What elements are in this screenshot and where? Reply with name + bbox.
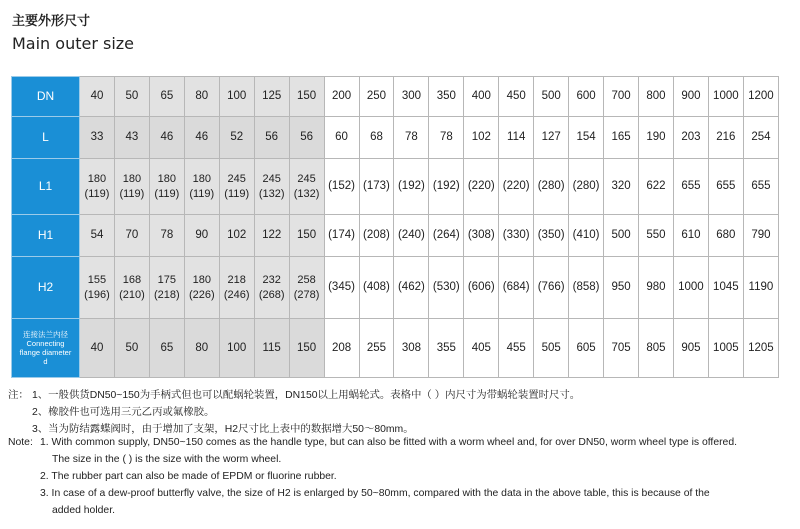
cell-h1: (264)	[429, 215, 464, 257]
cell-line: (119)	[119, 187, 145, 200]
cell-l1	[254, 159, 289, 215]
row-l1	[12, 159, 779, 215]
cell-l1	[639, 159, 674, 215]
cell-l1	[429, 159, 464, 215]
cell-dn: 500	[534, 77, 569, 117]
cell-dn: 40	[80, 77, 115, 117]
cell-line: (268)	[258, 288, 285, 301]
cell-line: 320	[611, 180, 631, 193]
cell-dn: 125	[254, 77, 289, 117]
cell-line: 168	[122, 273, 142, 286]
cell-l1	[569, 159, 604, 215]
cell-dn: 1000	[708, 77, 743, 117]
cell-l: 78	[394, 117, 429, 159]
cell-connecting-diameter: 455	[499, 319, 534, 378]
cell-line: 655	[751, 180, 771, 193]
cell-l: 127	[534, 117, 569, 159]
cell-connecting-diameter: 40	[80, 319, 115, 378]
cell-h1: 550	[639, 215, 674, 257]
cell-line: (119)	[189, 187, 215, 200]
section-title-english: Main outer size	[12, 34, 135, 53]
note-en-line-5: added holder.	[52, 505, 115, 516]
cell-l: 46	[184, 117, 219, 159]
cell-line: (530)	[432, 281, 460, 294]
row-l	[12, 117, 779, 159]
cell-dn: 250	[359, 77, 394, 117]
cell-line: (606)	[467, 281, 495, 294]
cell-connecting-diameter: 100	[219, 319, 254, 378]
cell-line: (246)	[223, 288, 250, 301]
row-header-line: d	[43, 357, 48, 366]
cell-line: 175	[157, 273, 177, 286]
cell-line: (119)	[84, 187, 110, 200]
cell-line: (173)	[363, 180, 390, 193]
cell-line: 980	[646, 281, 666, 294]
cell-l1	[219, 159, 254, 215]
cell-line: (345)	[328, 281, 355, 294]
cell-connecting-diameter: 1205	[743, 319, 778, 378]
cell-line: (766)	[537, 281, 565, 294]
cell-h1: (330)	[499, 215, 534, 257]
cell-h1: 610	[673, 215, 708, 257]
section-title-chinese: 主要外形尺寸	[12, 14, 91, 29]
cell-dn: 150	[289, 77, 324, 117]
cell-line: (210)	[119, 288, 145, 301]
row-header-line: flange diameter	[19, 348, 72, 357]
cell-line: 655	[716, 180, 736, 193]
cell-line: 180	[157, 172, 177, 185]
cell-line: (280)	[537, 180, 565, 193]
cell-connecting-diameter: 705	[604, 319, 639, 378]
cell-h1: 70	[114, 215, 149, 257]
cell-h1: (410)	[569, 215, 604, 257]
cell-connecting-diameter: 1005	[708, 319, 743, 378]
cell-line: 258	[297, 273, 316, 286]
cell-dn: 700	[604, 77, 639, 117]
cell-l1	[359, 159, 394, 215]
row-header-h1: H1	[12, 215, 80, 257]
cell-line: (684)	[502, 281, 530, 294]
cell-connecting-diameter: 905	[673, 319, 708, 378]
cell-h2	[429, 257, 464, 319]
cell-h1: 102	[219, 215, 254, 257]
cell-l1	[743, 159, 778, 215]
cell-line: 245	[297, 172, 316, 185]
row-h2	[12, 257, 779, 319]
cell-line: 245	[227, 172, 246, 185]
cell-connecting-diameter: 80	[184, 319, 219, 378]
row-dn	[12, 77, 779, 117]
cell-h1: 90	[184, 215, 219, 257]
cell-connecting-diameter: 65	[149, 319, 184, 378]
cell-h1: 54	[80, 215, 115, 257]
cell-line: 655	[681, 180, 701, 193]
cell-l1	[394, 159, 429, 215]
row-header-dn: DN	[12, 77, 80, 117]
cell-connecting-diameter: 115	[254, 319, 289, 378]
cell-line: (858)	[572, 281, 600, 294]
cell-l1	[289, 159, 324, 215]
cell-l: 43	[114, 117, 149, 159]
cell-line: 245	[262, 172, 281, 185]
cell-dn: 1200	[743, 77, 778, 117]
cell-h2	[708, 257, 743, 319]
note-en-line-4: 3. In case of a dew-proof butterfly valve, the size of H2 is enlarged by 50~80mm, compared with the data in the above table, this is because of the	[40, 488, 710, 499]
cell-h1: (174)	[324, 215, 359, 257]
row-connecting-diameter	[12, 319, 779, 378]
cell-l: 203	[673, 117, 708, 159]
cell-line: 218	[227, 273, 246, 286]
cell-h1: (208)	[359, 215, 394, 257]
cell-line: (278)	[293, 288, 320, 301]
cell-dn: 350	[429, 77, 464, 117]
cell-l: 60	[324, 117, 359, 159]
cell-l: 114	[499, 117, 534, 159]
cell-l: 46	[149, 117, 184, 159]
note-en-line-2: The size in the ( ) is the size with the worm wheel.	[52, 454, 282, 465]
cell-h2	[324, 257, 359, 319]
cell-line: (132)	[293, 187, 320, 200]
cell-h2	[604, 257, 639, 319]
cell-connecting-diameter: 405	[464, 319, 499, 378]
cell-h2	[219, 257, 254, 319]
cell-line: (192)	[397, 180, 425, 193]
cell-l1	[673, 159, 708, 215]
cell-l: 102	[464, 117, 499, 159]
cell-dn: 50	[114, 77, 149, 117]
note-cn-3: 3、当为防结露蝶阀时，由于增加了支架，H2尺寸比上表中的数据增大50～80mm。	[32, 424, 414, 435]
cell-h2	[80, 257, 115, 319]
note-en-line-3: 2. The rubber part can also be made of EPDM or fluorine rubber.	[40, 471, 337, 482]
cell-connecting-diameter: 308	[394, 319, 429, 378]
cell-connecting-diameter: 208	[324, 319, 359, 378]
cell-line: 1000	[678, 281, 704, 294]
cell-h2	[254, 257, 289, 319]
cell-h1: 122	[254, 215, 289, 257]
cell-h2	[289, 257, 324, 319]
notes-en-prefix: Note:	[8, 437, 33, 448]
cell-line: 180	[192, 273, 211, 286]
cell-l1	[184, 159, 219, 215]
cell-connecting-diameter: 50	[114, 319, 149, 378]
cell-line: (226)	[188, 288, 215, 301]
cell-line: 155	[87, 273, 107, 286]
note-en-line-1: 1. With common supply, DN50~150 comes as the handle type, but can also be fitted with a worm wheel and, for over DN50, worm wheel type is offered.	[40, 437, 738, 448]
cell-h2	[359, 257, 394, 319]
cell-h2	[149, 257, 184, 319]
cell-line: (196)	[84, 288, 110, 301]
cell-line: (462)	[397, 281, 425, 294]
row-header-l: L	[12, 117, 80, 159]
cell-dn: 80	[184, 77, 219, 117]
cell-line: (119)	[224, 187, 250, 200]
cell-l: 154	[569, 117, 604, 159]
cell-dn: 400	[464, 77, 499, 117]
cell-dn: 300	[394, 77, 429, 117]
cell-line: 180	[192, 172, 211, 185]
cell-l: 33	[80, 117, 115, 159]
cell-h1: 680	[708, 215, 743, 257]
note-cn-2: 2、橡胶件也可选用三元乙丙或氟橡胶。	[32, 407, 215, 418]
cell-h2	[534, 257, 569, 319]
cell-line: 622	[646, 180, 666, 193]
cell-dn: 900	[673, 77, 708, 117]
dimension-table	[11, 76, 779, 378]
row-header-line: 连接法兰内径	[23, 330, 68, 339]
cell-l: 52	[219, 117, 254, 159]
row-header-l1: L1	[12, 159, 80, 215]
cell-connecting-diameter: 355	[429, 319, 464, 378]
cell-dn: 200	[324, 77, 359, 117]
cell-l1	[708, 159, 743, 215]
cell-l: 78	[429, 117, 464, 159]
cell-dn: 100	[219, 77, 254, 117]
cell-l1	[80, 159, 115, 215]
cell-h1: 150	[289, 215, 324, 257]
cell-l: 216	[708, 117, 743, 159]
cell-h2	[639, 257, 674, 319]
cell-dn: 600	[569, 77, 604, 117]
cell-l: 68	[359, 117, 394, 159]
cell-h1: (240)	[394, 215, 429, 257]
cell-dn: 450	[499, 77, 534, 117]
cell-l: 190	[639, 117, 674, 159]
cell-dn: 65	[149, 77, 184, 117]
cell-l1	[499, 159, 534, 215]
cell-connecting-diameter: 805	[639, 319, 674, 378]
cell-h2	[464, 257, 499, 319]
cell-h1: (350)	[534, 215, 569, 257]
cell-l1	[604, 159, 639, 215]
cell-l: 254	[743, 117, 778, 159]
cell-h2	[114, 257, 149, 319]
cell-line: (192)	[432, 180, 460, 193]
cell-line: 180	[122, 172, 142, 185]
cell-line: (220)	[502, 180, 530, 193]
cell-line: 950	[611, 281, 631, 294]
cell-line: (132)	[258, 187, 285, 200]
cell-l1	[324, 159, 359, 215]
cell-h2	[569, 257, 604, 319]
cell-l1	[534, 159, 569, 215]
cell-h1: (308)	[464, 215, 499, 257]
cell-line: (152)	[328, 180, 355, 193]
note-cn-1: 1、一般供货DN50~150为手柄式但也可以配蜗轮装置，DN150以上用蜗轮式。表格中（ ）内尺寸为带蜗轮装置时尺寸。	[32, 390, 581, 401]
cell-line: (220)	[467, 180, 495, 193]
cell-h2	[743, 257, 778, 319]
cell-h1: 78	[149, 215, 184, 257]
cell-line: 232	[262, 273, 281, 286]
cell-dn: 800	[639, 77, 674, 117]
cell-l: 56	[289, 117, 324, 159]
cell-connecting-diameter: 605	[569, 319, 604, 378]
row-header-h2: H2	[12, 257, 80, 319]
row-h1	[12, 215, 779, 257]
cell-line: 1045	[713, 281, 739, 294]
cell-l1	[114, 159, 149, 215]
cell-connecting-diameter: 255	[359, 319, 394, 378]
row-header-connecting-diameter	[12, 319, 80, 378]
cell-line: 180	[87, 172, 107, 185]
notes-cn-prefix: 注：	[8, 390, 29, 401]
cell-line: (408)	[363, 281, 390, 294]
cell-line: (280)	[572, 180, 600, 193]
cell-h2	[184, 257, 219, 319]
cell-line: (119)	[154, 187, 180, 200]
cell-l1	[464, 159, 499, 215]
cell-line: 1190	[748, 281, 774, 294]
cell-line: (218)	[154, 288, 180, 301]
cell-connecting-diameter: 505	[534, 319, 569, 378]
cell-l: 56	[254, 117, 289, 159]
cell-h2	[499, 257, 534, 319]
cell-l1	[149, 159, 184, 215]
cell-h2	[394, 257, 429, 319]
row-header-line: Connecting	[26, 339, 65, 348]
cell-h1: 500	[604, 215, 639, 257]
cell-h2	[673, 257, 708, 319]
cell-connecting-diameter: 150	[289, 319, 324, 378]
cell-h1: 790	[743, 215, 778, 257]
cell-l: 165	[604, 117, 639, 159]
